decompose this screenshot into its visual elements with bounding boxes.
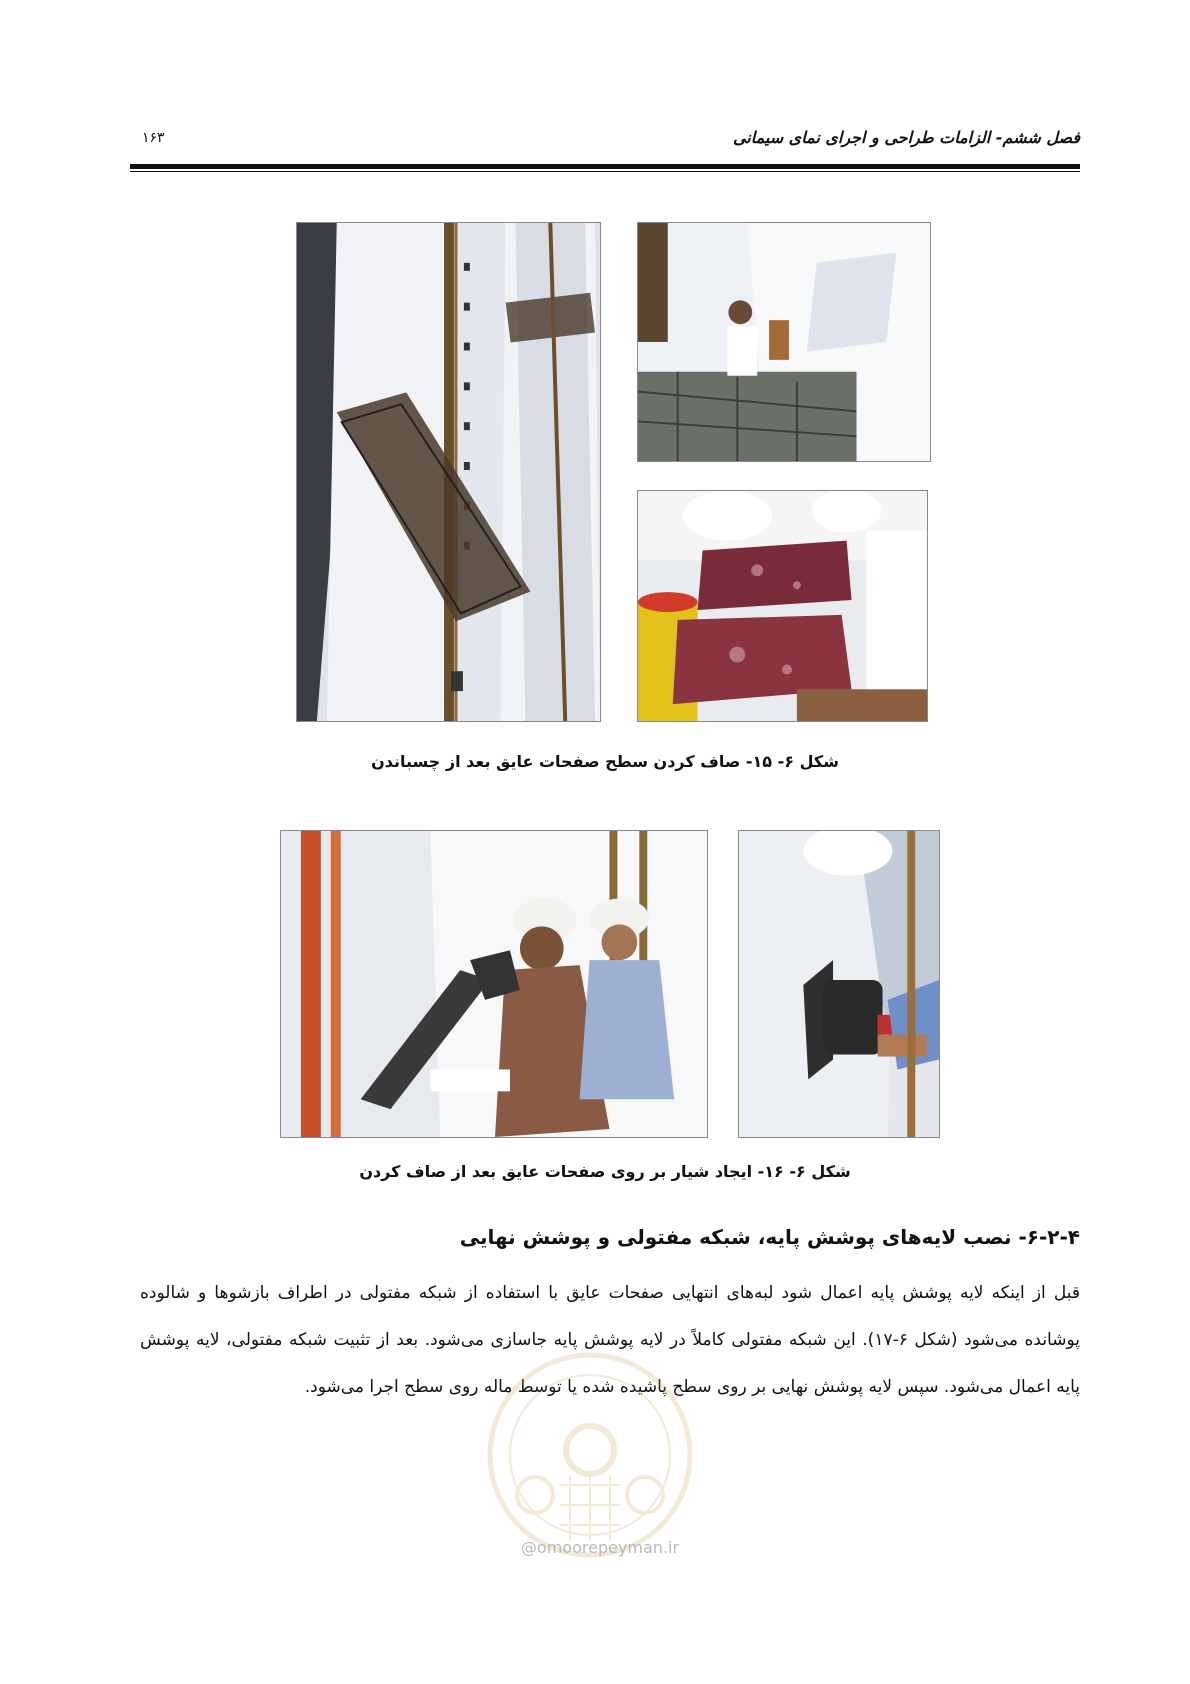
- watermark-site: @omoorepeyman.ir: [520, 1538, 680, 1557]
- page-number: ۱۶۳: [142, 130, 165, 146]
- watermark-seal-logo: [480, 1345, 700, 1565]
- figure-15-caption: شکل ۶- ۱۵- صاف کردن سطح صفحات عایق بعد از چسباندن: [371, 752, 839, 771]
- grooving-tool-closeup-photo: [738, 830, 940, 1138]
- figure-16-caption: شکل ۶- ۱۶- ایجاد شیار بر روی صفحات عایق بعد از صاف کردن: [359, 1162, 851, 1181]
- scaffold-facade-photo: [296, 222, 601, 722]
- worker-trowel-photo: [637, 222, 931, 462]
- header-rule-thick: [130, 164, 1080, 169]
- section-heading: ۶-۲-۴- نصب لایه‌های پوشش پایه، شبکه مفتولی و پوشش نهایی: [459, 1225, 1080, 1249]
- header-rule-thin: [130, 171, 1080, 172]
- running-title: فصل ششم- الزامات طراحی و اجرای نمای سیمانی: [732, 128, 1080, 147]
- section-paragraph: قبل از اینکه لایه پوشش پایه اعمال شود لبه‌های انتهایی صفحات عایق با استفاده از شبکه مفتولی در اطراف بازشوها و شالوده پوشانده می‌شود (شکل ۶-۱۷). این شبکه مفتولی کاملاً در لایه پوشش پایه جاسازی می‌شود. بعد از تثبیت شبکه مفتولی، لایه پوشش پایه اعمال می‌شود. سپس لایه پوشش نهایی بر روی سطح پاشیده شده یا توسط ماله روی سطح اجرا می‌شود.: [140, 1283, 1080, 1397]
- rasp-boards-photo: [637, 490, 928, 722]
- page-header: [130, 128, 1080, 164]
- workers-grooving-photo: [280, 830, 708, 1138]
